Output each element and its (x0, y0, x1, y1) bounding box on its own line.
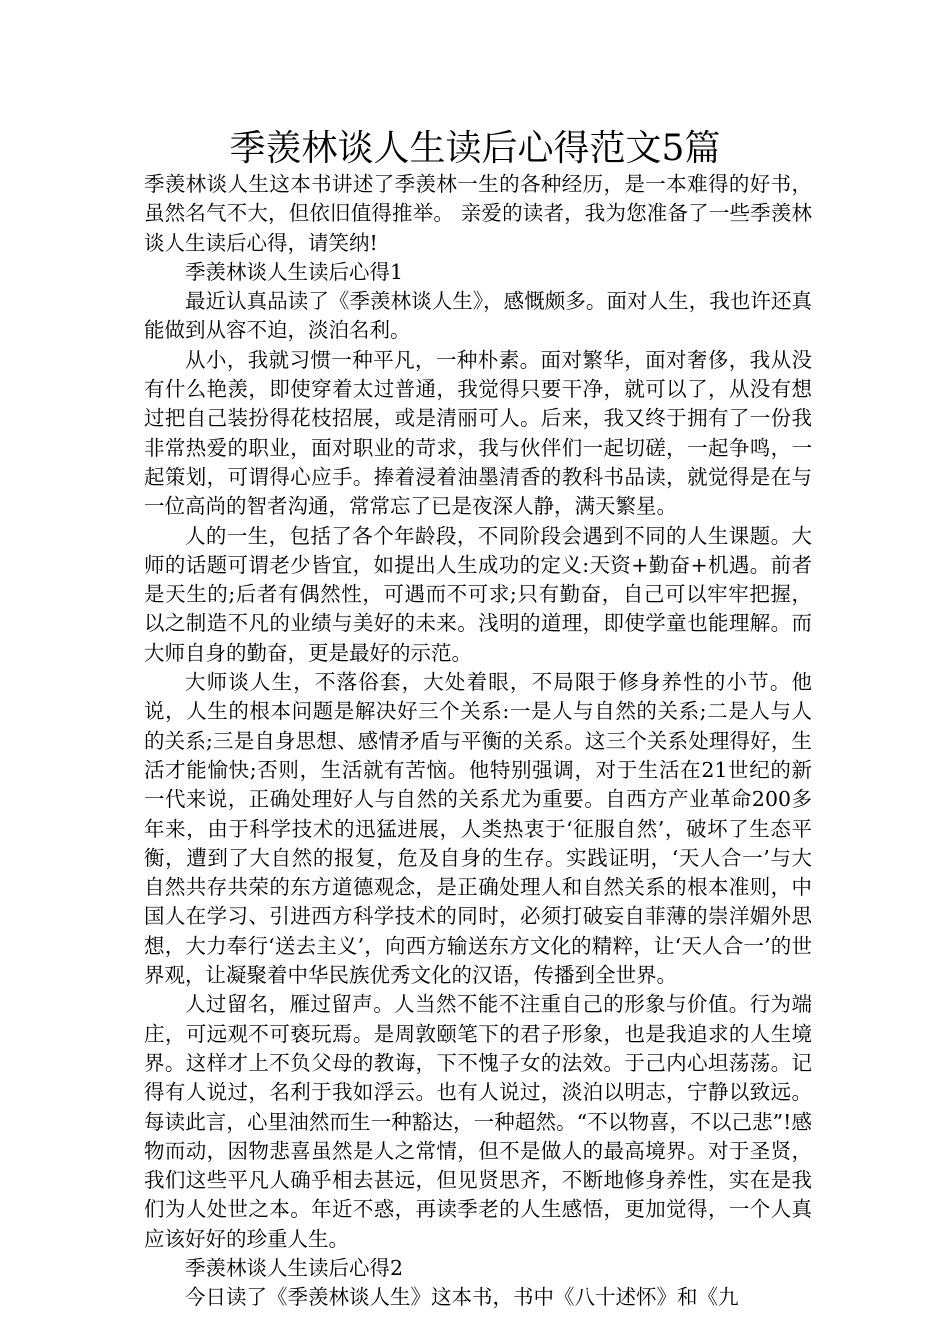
body-paragraph: 人过留名，雁过留声。人当然不能不注重自己的形象与价值。行为端庄，可远观不可亵玩焉。是周敦颐笔下的君子形象，也是我追求的人生境界。这样才上不负父母的教诲，下不愧子女的法效。于己内心坦荡荡。记得有人说过，名利于我如浮云。也有人说过，淡泊以明志，宁静以致远。每读此言，心里油然而生一种豁达，一种超然。“不以物喜，不以己悲”!感物而动，因物悲喜虽然是人之常情，但不是做人的最高境界。对于圣贤，我们这些平凡人确乎相去甚远，但见贤思齐，不断地修身养性，实在是我们为人处世之本。年近不惑，再读季老的人生感悟，更加觉得，一个人真应该好好的珍重人生。 (144, 992, 812, 1251)
section-heading-2: 季羡林谈人生读后心得2 (185, 1255, 404, 1280)
body-paragraph: 今日读了《季羡林谈人生》这本书，书中《八十述怀》和《九 (185, 1285, 739, 1310)
section-heading-1: 季羡林谈人生读后心得1 (185, 259, 404, 284)
body-paragraph: 大师谈人生，不落俗套，大处着眼，不局限于修身养性的小节。他说，人生的根本问题是解决好三个关系:一是人与自然的关系;二是人与人的关系;三是自身思想、感情矛盾与平衡的关系。这三个关系处理得好，生活才能愉快;否则，生活就有苦恼。他特别强调，对于生活在21世纪的新一代来说，正确处理好人与自然的关系尤为重要。自西方产业革命200多年来，由于科学技术的迅猛进展，人类热衷于‘征服自然’，破坏了生态平衡，遭到了大自然的报复，危及自身的生存。实践证明，‘天人合一’与大自然共存共荣的东方道德观念，是正确处理人和自然关系的根本准则，中国人在学习、引进西方科学技术的同时，必须打破妄自菲薄的崇洋媚外思想，大力奉行‘送去主义’，向西方输送东方文化的精粹，让‘天人合一’的世界观，让凝聚着中华民族优秀文化的汉语，传播到全世界。 (144, 670, 812, 988)
intro-paragraph: 季羡林谈人生这本书讲述了季羡林一生的各种经历，是一本难得的好书，虽然名气不大，但依旧值得推举。 亲爱的读者，我为您准备了一些季羡林谈人生读后心得，请笑纳! (144, 172, 812, 255)
body-paragraph: 最近认真品读了《季羡林谈人生》，感慨颇多。面对人生，我也许还真能做到从容不迫，淡泊名利。 (144, 289, 812, 343)
document-title: 季羡林谈人生读后心得范文5篇 (229, 128, 721, 169)
body-paragraph: 从小，我就习惯一种平凡，一种朴素。面对繁华，面对奢侈，我从没有什么艳羡，即使穿着太过普通，我觉得只要干净，就可以了，从没有想过把自己装扮得花枝招展，或是清丽可人。后来，我又终于拥有了一份我非常热爱的职业，面对职业的苛求，我与伙伴们一起切磋，一起争鸣，一起策划，可谓得心应手。捧着浸着油墨清香的教科书品读，就觉得是在与一位高尚的智者沟通，常常忘了已是夜深人静，满天繁星。 (144, 347, 812, 519)
document-body (144, 170, 812, 1313)
body-paragraph: 人的一生，包括了各个年龄段，不同阶段会遇到不同的人生课题。大师的话题可谓老少皆宜，如提出人生成功的定义:天资+勤奋+机遇。前者是天生的;后者有偶然性，可遇而不可求;只有勤奋，自己可以牢牢把握，以之制造不凡的业绩与美好的未来。浅明的道理，即使学童也能理解。而大师自身的勤奋，更是最好的示范。 (144, 523, 812, 665)
